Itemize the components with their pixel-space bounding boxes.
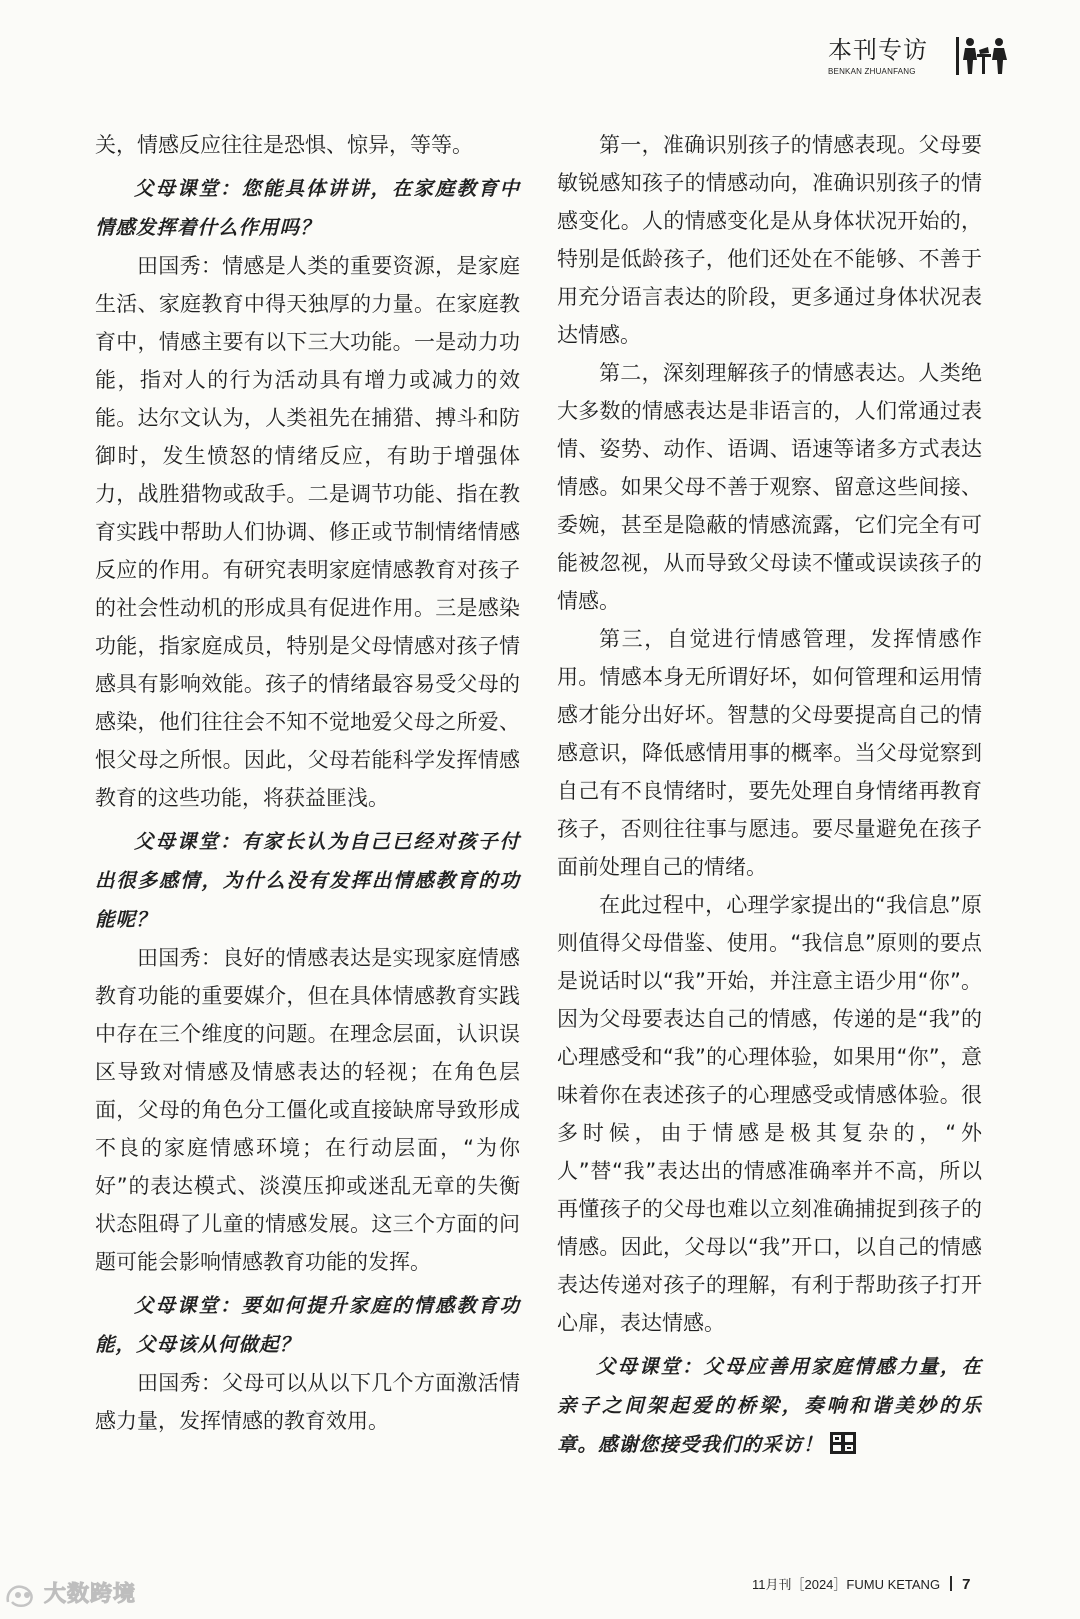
closing-remark-text: 父母课堂：父母应善用家庭情感力量，在亲子之间架起爱的桥梁，奏响和谐美妙的乐章。感谢您接受我们的采访！ xyxy=(557,1355,982,1456)
interviewee-answer: 田国秀：情感是人类的重要资源，是家庭生活、家庭教育中得天独厚的力量。在家庭教育中，情感主要有以下三大功能。一是动力功能，指对人的行为活动具有增力或减力的效能。达尔文认为，人类祖先在捕猎、搏斗和防御时，发生愤怒的情绪反应，有助于增强体力，战胜猎物或敌手。二是调节功能、指在教育实践中帮助人们协调、修正或节制情绪情感反应的作用。有研究表明家庭情感教育对孩子的社会性动机的形成具有促进作用。三是感染功能，指家庭成员，特别是父母情感对孩子情感具有影响效能。孩子的情绪最容易受父母的感染，他们往往会不知不觉地爱父母之所爱、恨父母之所恨。因此，父母若能科学发挥情感教育的这些功能，将获益匪浅。 xyxy=(95,254,520,810)
left-column xyxy=(95,126,520,1440)
interviewer-question: 父母课堂：有家长认为自己已经对孩子付出很多感情，为什么没有发挥出情感教育的功能呢？ xyxy=(95,830,520,931)
section-title: 本刊专访 xyxy=(828,36,928,64)
page-footer xyxy=(752,1570,1012,1600)
paragraph: 第三，自觉进行情感管理，发挥情感作用。情感本身无所谓好坏，如何管理和运用情感才能分出好坏。智慧的父母要提高自己的情感意识，降低感情用事的概率。当父母觉察到自己有不良情绪时，要先处理自身情绪再教育孩子，否则往往事与愿违。要尽量避免在孩子面前处理自己的情绪。 xyxy=(557,627,982,879)
watermark-logo-icon xyxy=(4,1582,40,1608)
interviewee-answer: 田国秀：良好的情感表达是实现家庭情感教育功能的重要媒介，但在具体情感教育实践中存在三个维度的问题。在理念层面，认识误区导致对情感及情感表达的轻视；在角色层面，父母的角色分工僵化或直接缺席导致形成不良的家庭情感环境；在行动层面，“为你好”的表达模式、淡漠压抑或迷乱无章的失衡状态阻碍了儿童的情感发展。这三个方面的问题可能会影响情感教育功能的发挥。 xyxy=(95,946,520,1274)
paragraph: 关，情感反应往往是恐惧、惊异，等等。 xyxy=(95,133,473,157)
paragraph: 第二，深刻理解孩子的情感表达。人类绝大多数的情感表达是非语言的，人们常通过表情、姿势、动作、语调、语速等诸多方式表达情感。如果父母不善于观察、留意这些间接、委婉，甚至是隐蔽的情感流露，它们完全有可能被忽视，从而导致父母读不懂或误读孩子的情感。 xyxy=(557,361,982,613)
page-header xyxy=(828,36,1008,76)
issue-label: 11月刊［2024］FUMU KETANG xyxy=(752,1577,941,1592)
paragraph: 在此过程中，心理学家提出的“我信息”原则值得父母借鉴、使用。“我信息”原则的要点是说话时以“我”开始，并注意主语少用“你”。因为父母要表达自己的情感，传递的是“我”的心理感受和“我”的心理体验，如果用“你”，意味着你在表述孩子的心理感受或情感体验。很多时候，由于情感是极其复杂的，“外人”替“我”表达出的情感准确率并不高，所以再懂孩子的父母也难以立刻准确捕捉到孩子的情感。因此，父母以“我”开口，以自己的情感表达传递对孩子的理解，有利于帮助孩子打开心扉，表达情感。 xyxy=(557,893,982,1335)
right-column xyxy=(557,126,982,1464)
closing-remark xyxy=(557,1347,982,1464)
watermark-text: 大数跨境 xyxy=(44,1582,137,1607)
footer-divider xyxy=(950,1576,952,1591)
interviewee-answer: 田国秀：父母可以从以下几个方面激活情感力量，发挥情感的教育效用。 xyxy=(95,1371,520,1433)
end-of-article-mark-icon xyxy=(830,1432,856,1454)
paragraph: 第一，准确识别孩子的情感表现。父母要敏锐感知孩子的情感动向，准确识别孩子的情感变化。人的情感变化是从身体状况开始的，特别是低龄孩子，他们还处在不能够、不善于用充分语言表达的阶段，更多通过身体状况表达情感。 xyxy=(557,133,982,347)
watermark xyxy=(4,1580,164,1610)
interviewer-question: 父母课堂：要如何提升家庭的情感教育功能，父母该从何做起？ xyxy=(95,1294,520,1356)
page-number: 7 xyxy=(962,1576,971,1593)
section-subtitle: BENKAN ZHUANFANG xyxy=(828,67,916,76)
interviewer-question: 父母课堂：您能具体讲讲，在家庭教育中情感发挥着什么作用吗？ xyxy=(95,177,520,239)
reading-figures-emblem-icon xyxy=(955,36,1011,76)
